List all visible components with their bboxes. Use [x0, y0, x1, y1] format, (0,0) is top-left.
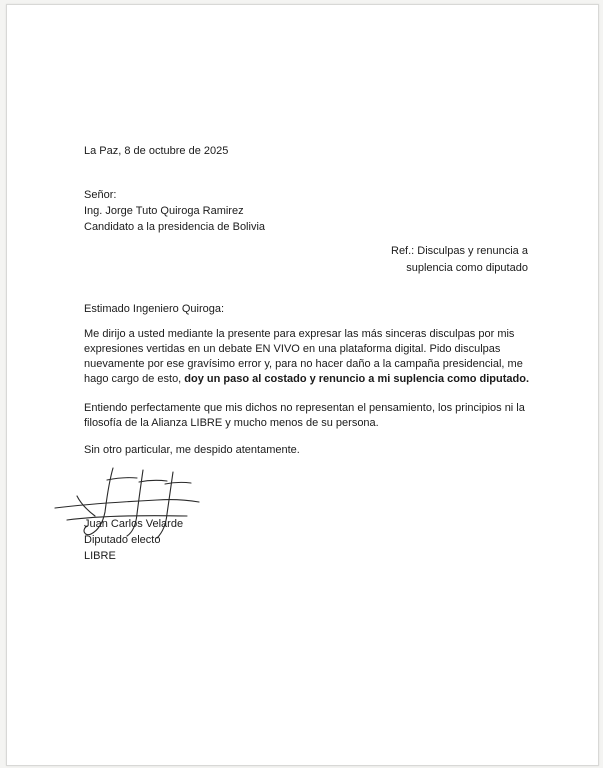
body-paragraph-1: [84, 327, 529, 387]
signer-party: LIBRE: [84, 550, 116, 562]
paragraph-1-line-3: nuevamente por ese gravísimo error y, para no hacer daño a la campaña presidencial, me: [84, 358, 523, 370]
reference-line-1: Ref.: Disculpas y renuncia a: [391, 245, 528, 257]
paragraph-1-line-4-bold: doy un paso al costado y renuncio a mi suplencia como diputado.: [184, 373, 530, 385]
letter-date: La Paz, 8 de octubre de 2025: [84, 145, 229, 157]
paragraph-2-line-1: Entiendo perfectamente que mis dichos no representan el pensamiento, los principios ni la: [84, 402, 525, 414]
paragraph-2-line-2: filosofía de la Alianza LIBRE y mucho menos de su persona.: [84, 417, 379, 429]
reference-line-2: suplencia como diputado: [406, 262, 528, 274]
recipient-name: Ing. Jorge Tuto Quiroga Ramirez: [84, 205, 244, 217]
paragraph-1-line-4: [84, 372, 529, 387]
body-paragraph-2: [84, 401, 525, 431]
recipient-role: Candidato a la presidencia de Bolivia: [84, 221, 266, 233]
paragraph-1-line-1: Me dirijo a usted mediante la presente para expresar las más sinceras disculpas por mis: [84, 328, 515, 340]
signer-block: [84, 516, 183, 564]
recipient-block: [84, 187, 265, 235]
closing-line: Sin otro particular, me despido atentamente.: [84, 444, 300, 456]
paragraph-1-line-2: expresiones vertidas en un debate EN VIVO en una plataforma digital. Pido disculpas: [84, 343, 501, 355]
reference-block: [391, 243, 528, 277]
recipient-salutation-title: Señor:: [84, 189, 117, 201]
signer-name: Juan Carlos Velarde: [84, 518, 184, 530]
paragraph-1-line-4-start: hago cargo de esto,: [84, 373, 185, 385]
signer-title: Diputado electo: [84, 534, 161, 546]
greeting: Estimado Ingeniero Quiroga:: [84, 303, 225, 315]
letter-page: [6, 4, 599, 766]
